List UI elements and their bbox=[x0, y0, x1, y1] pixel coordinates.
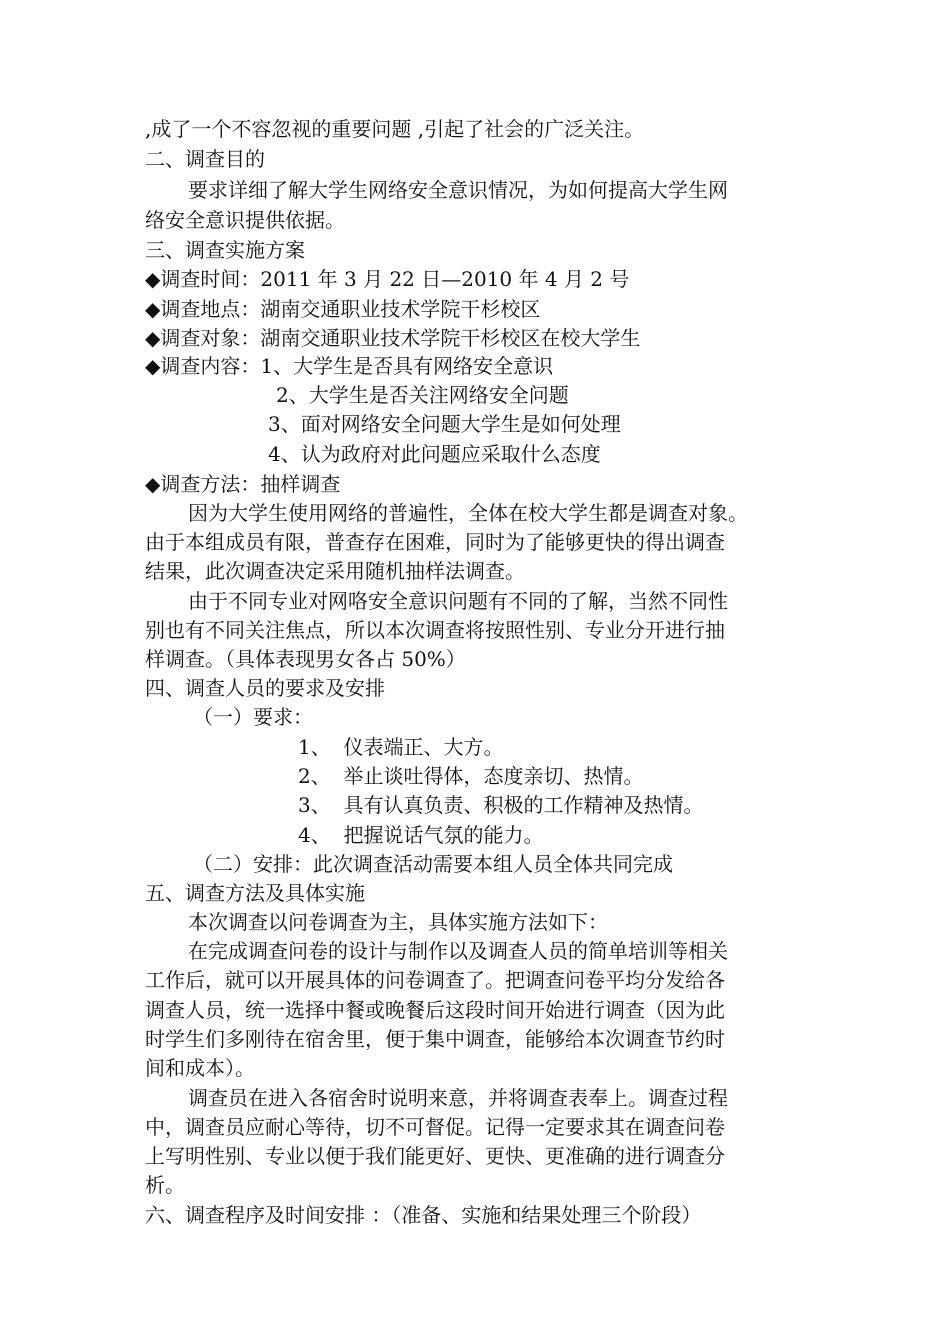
list-item: 2、大学生是否关注网络安全问题 bbox=[276, 383, 569, 407]
bullet-item: ◆调查时间：2011 年 3 月 22 日—2010 年 4 月 2 号 bbox=[145, 267, 630, 291]
section-heading: 四、调查人员的要求及安排 bbox=[145, 676, 385, 700]
diamond-bullet-icon: ◆ bbox=[145, 297, 161, 321]
paragraph-line: 时学生们多刚待在宿舍里，便于集中调查，能够给本次调查节约时 bbox=[145, 1027, 725, 1051]
paragraph-line: 调查员在进入各宿舍时说明来意，并将调查表奉上。调查过程 bbox=[188, 1086, 728, 1110]
list-item: 4、认为政府对此问题应采取什么态度 bbox=[268, 442, 601, 466]
paragraph-line: 调查人员，统一选择中餐或晚餐后这段时间开始进行调查（因为此 bbox=[145, 998, 725, 1022]
list-item: 3、 具有认真负责、积极的工作精神及热情。 bbox=[298, 793, 704, 817]
subheading: （二）安排：此次调查活动需要本组人员全体共同完成 bbox=[193, 852, 673, 876]
paragraph-line: 本次调查以问卷调查为主，具体实施方法如下： bbox=[188, 910, 608, 934]
bullet-item: ◆调查地点：湖南交通职业技术学院干杉校区 bbox=[145, 297, 541, 321]
paragraph-line: 样调查。（具体表现男女各占 50%） bbox=[145, 647, 466, 671]
subheading: （一）要求： bbox=[193, 705, 313, 729]
list-item: 1、 仪表端正、大方。 bbox=[298, 735, 504, 759]
paragraph-line: 由于不同专业对网咯安全意识问题有不同的了解，当然不同性 bbox=[188, 589, 728, 613]
paragraph-line: 由于本组成员有限，普查存在困难，同时为了能够更快的得出调查 bbox=[145, 530, 725, 554]
section-heading: 六、调查程序及时间安排 ：（准备、实施和结果处理三个阶段） bbox=[145, 1203, 702, 1227]
paragraph-line: 在完成调查问卷的设计与制作以及调查人员的简单培训等相关 bbox=[188, 939, 728, 963]
list-item: 3、面对网络安全问题大学生是如何处理 bbox=[268, 412, 621, 436]
list-item: 4、 把握说话气氛的能力。 bbox=[298, 823, 544, 847]
section-heading: 三、调查实施方案 bbox=[145, 238, 305, 262]
diamond-bullet-icon: ◆ bbox=[145, 472, 161, 496]
paragraph-line: 要求详细了解大学生网络安全意识情况，为如何提高大学生网 bbox=[188, 178, 728, 202]
paragraph-line: 别也有不同关注焦点，所以本次调查将按照性别、专业分开进行抽 bbox=[145, 618, 725, 642]
bullet-item: ◆调查内容：1、大学生是否具有网络安全意识 bbox=[145, 354, 554, 378]
bullet-item: ◆调查对象：湖南交通职业技术学院干杉校区在校大学生 bbox=[145, 326, 641, 350]
paragraph-line: 工作后，就可以开展具体的问卷调查了。把调查问卷平均分发给各 bbox=[145, 968, 725, 992]
list-item: 2、 举止谈吐得体，态度亲切、热情。 bbox=[298, 764, 644, 788]
text-line: ,成了一个不容忽视的重要问题 ,引起了社会的广泛关注。 bbox=[145, 117, 645, 141]
section-heading: 五、调查方法及具体实施 bbox=[145, 881, 365, 905]
paragraph-line: 上写明性别、专业以便于我们能更好、更快、更准确的进行调查分 bbox=[145, 1144, 725, 1168]
diamond-bullet-icon: ◆ bbox=[145, 354, 161, 378]
paragraph-line: 结果，此次调查决定采用随机抽样法调查。 bbox=[145, 559, 525, 583]
paragraph-line: 中，调查员应耐心等待，切不可督促。记得一定要求其在调查问卷 bbox=[145, 1115, 725, 1139]
paragraph-line: 间和成本）。 bbox=[145, 1056, 255, 1080]
diamond-bullet-icon: ◆ bbox=[145, 267, 161, 291]
paragraph-line: 络安全意识提供依据。 bbox=[145, 208, 345, 232]
paragraph-line: 析。 bbox=[145, 1173, 185, 1197]
diamond-bullet-icon: ◆ bbox=[145, 326, 161, 350]
bullet-item: ◆调查方法：抽样调查 bbox=[145, 472, 341, 496]
paragraph-line: 因为大学生使用网络的普遍性，全体在校大学生都是调查对象。 bbox=[188, 501, 748, 525]
section-heading: 二、调查目的 bbox=[145, 147, 265, 171]
